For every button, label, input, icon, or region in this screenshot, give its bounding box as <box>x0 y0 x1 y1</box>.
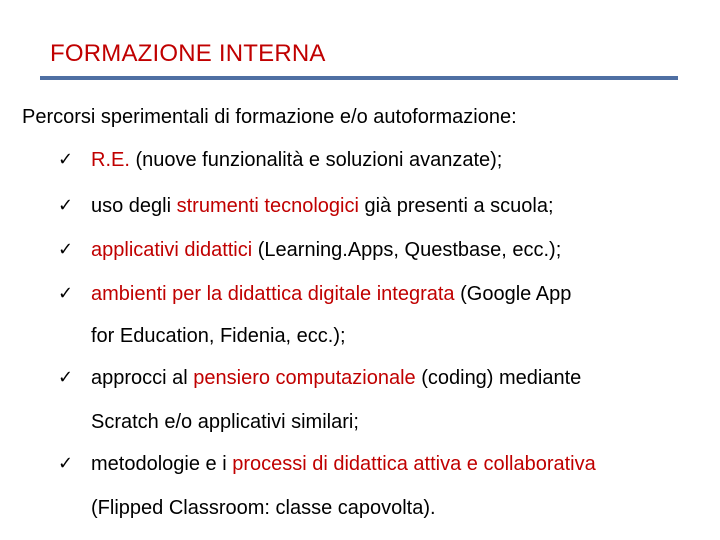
checkmark-icon: ✓ <box>58 367 74 388</box>
checkmark-icon: ✓ <box>58 239 74 260</box>
item-text: for Education, Fidenia, ecc.); <box>91 325 346 347</box>
item-text: ambienti per la didattica digitale integrata (Google App <box>91 283 572 305</box>
checkmark-icon: ✓ <box>58 195 74 216</box>
highlight-text: applicativi didattici <box>91 239 253 261</box>
highlight-text: R.E. <box>91 149 130 171</box>
item-text: metodologie e i processi di didattica attiva e collaborativa <box>91 453 596 475</box>
checkmark-icon: ✓ <box>58 283 74 304</box>
highlight-text: pensiero computazionale <box>193 367 416 389</box>
slide-title: FORMAZIONE INTERNA <box>50 40 326 67</box>
intro-text: Percorsi sperimentali di formazione e/o autoformazione: <box>22 106 517 128</box>
item-text: approcci al pensiero computazionale (coding) mediante <box>91 367 582 389</box>
checkmark-icon: ✓ <box>58 149 74 170</box>
item-text: applicativi didattici (Learning.Apps, Questbase, ecc.); <box>91 239 562 261</box>
item-text: Scratch e/o applicativi similari; <box>91 411 359 433</box>
highlight-text: processi di didattica attiva e collaborativa <box>232 453 596 475</box>
item-text: R.E. (nuove funzionalità e soluzioni avanzate); <box>91 149 503 171</box>
highlight-text: strumenti tecnologici <box>176 195 359 217</box>
title-underline <box>40 76 678 80</box>
checkmark-icon: ✓ <box>58 453 74 474</box>
item-text: (Flipped Classroom: classe capovolta). <box>91 497 436 519</box>
item-text: uso degli strumenti tecnologici già presenti a scuola; <box>91 195 554 217</box>
highlight-text: ambienti per la didattica digitale integrata <box>91 283 455 305</box>
